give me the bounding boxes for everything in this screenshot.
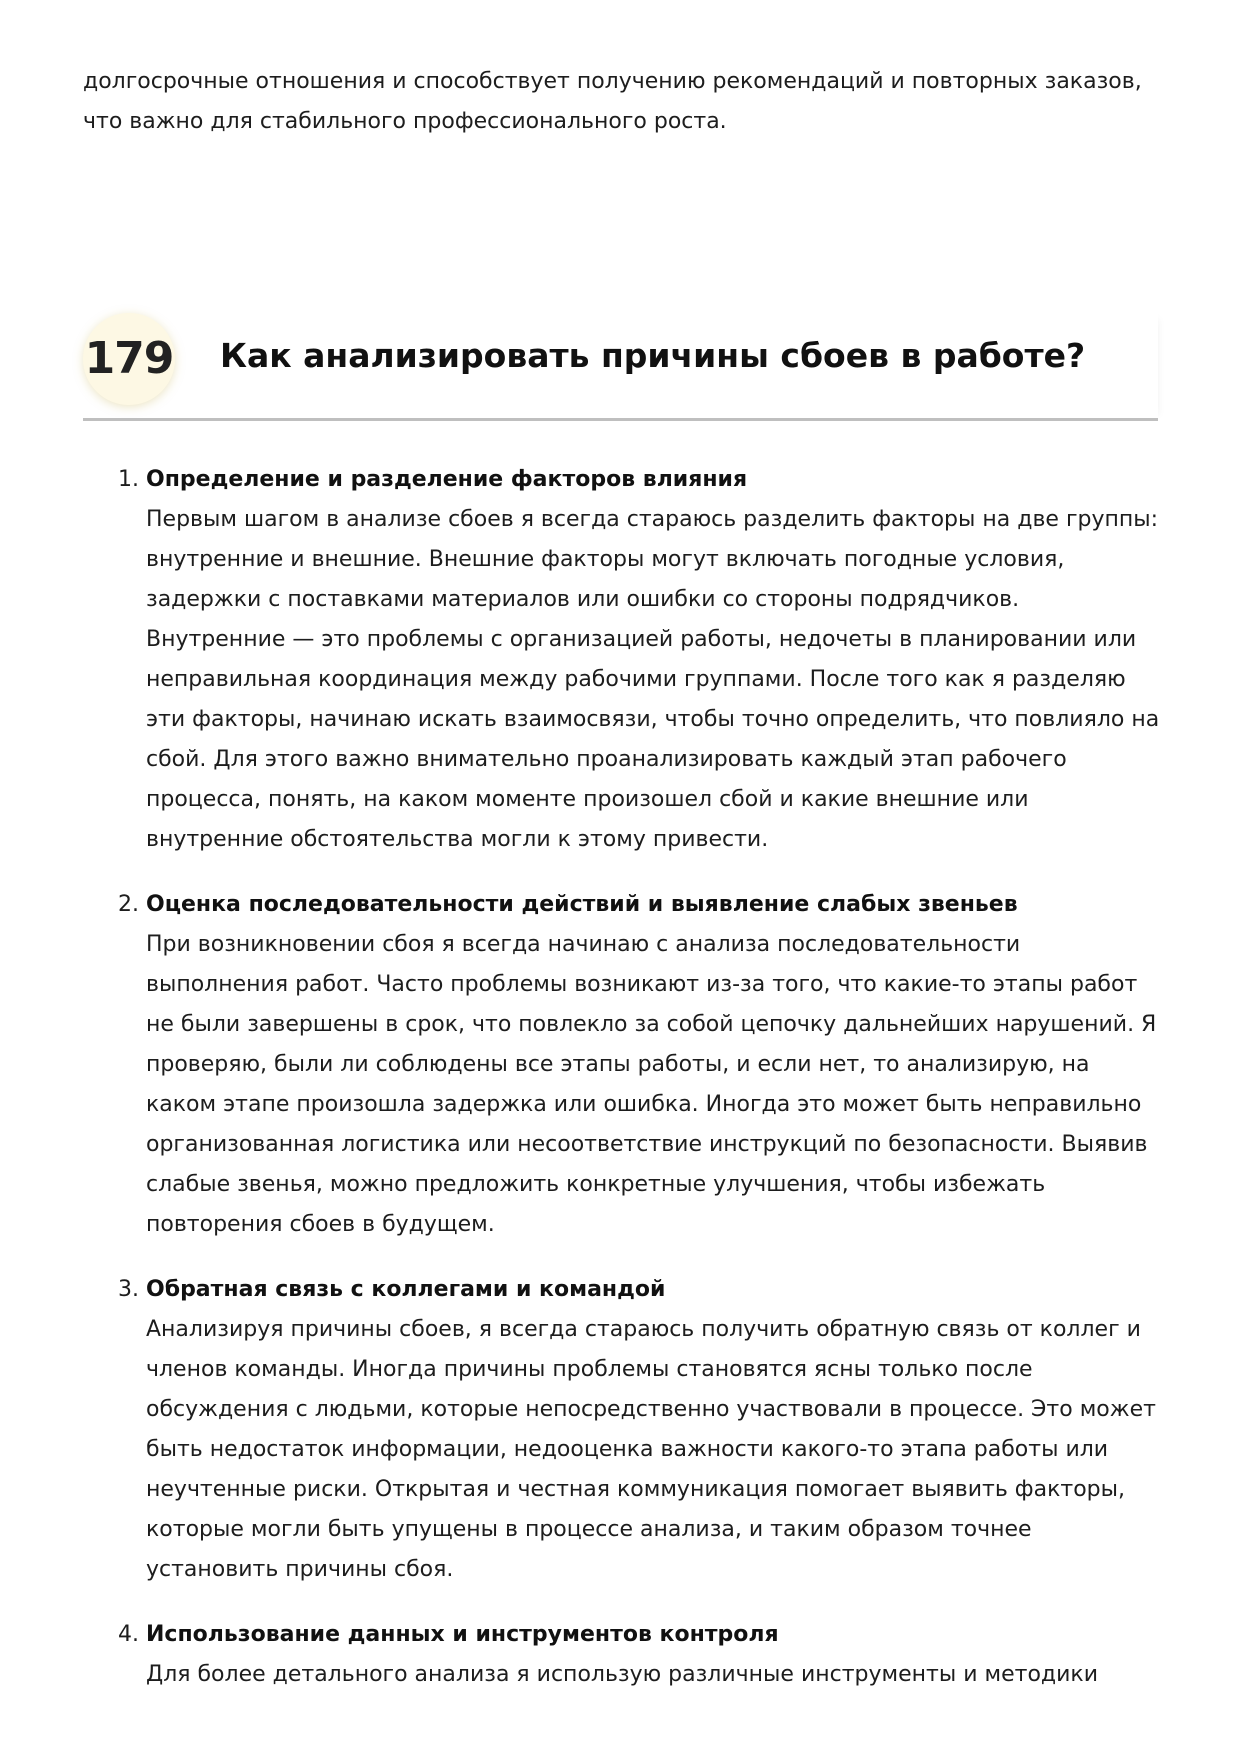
- question-title: Как анализировать причины сбоев в работе?: [220, 336, 1086, 375]
- question-header: [83, 313, 1158, 421]
- question-number-badge: 179: [83, 313, 175, 405]
- answer-number: 3.: [118, 1277, 139, 1302]
- intro-paragraph: долгосрочные отношения и способствует получению рекомендаций и повторных заказов, что важно для стабильного профессионального роста.: [83, 69, 1142, 134]
- answer-body: При возникновении сбоя я всегда начинаю с анализа последовательности выполнения работ. Часто проблемы возникают из-за того, что какие-то этапы работ не были завершены в срок, что повлекло за собой цепочку дальнейших нарушений. Я проверяю, были ли соблюдены все этапы работы, и если нет, то анализирую, на каком этапе произошла задержка или ошибка. Иногда это может быть неправильно организованная логистика или несоответствие инструкций по безопасности. Выявив слабые звенья, можно предложить конкретные улучшения, чтобы избежать повторения сбоев в будущем.: [146, 932, 1157, 1237]
- answer-heading: Определение и разделение факторов влияния: [146, 467, 748, 492]
- answer-list: [118, 460, 1163, 1720]
- answer-body: Анализируя причины сбоев, я всегда стараюсь получить обратную связь от коллег и членов команды. Иногда причины проблемы становятся ясны только после обсуждения с людьми, которые непосредственно участвовали в процессе. Это может быть недостаток информации, недооценка важности какого-то этапа работы или неучтенные риски. Открытая и честная коммуникация помогает выявить факторы, которые могли быть упущены в процессе анализа, и таким образом точнее установить причины сбоя.: [146, 1317, 1156, 1582]
- answer-number: 4.: [118, 1622, 139, 1647]
- answer-body: Для более детального анализа я использую различные инструменты и методики: [146, 1662, 1099, 1687]
- answer-item: [118, 1270, 1163, 1590]
- answer-body: Первым шагом в анализе сбоев я всегда стараюсь разделить факторы на две группы: внутренние и внешние. Внешние факторы могут включать погодные условия, задержки с поставками материалов или ошибки со стороны подрядчиков. Внутренние — это проблемы с организацией работы, недочеты в планировании или неправильная координация между рабочими группами. После того как я разделяю эти факторы, начинаю искать взаимосвязи, чтобы точно определить, что повлияло на сбой. Для этого важно внимательно проанализировать каждый этап рабочего процесса, понять, на каком моменте произошел сбой и какие внешние или внутренние обстоятельства могли к этому привести.: [146, 507, 1160, 852]
- answer-number: 2.: [118, 892, 139, 917]
- answer-number: 1.: [118, 467, 139, 492]
- intro-text: [83, 62, 1163, 142]
- answer-heading: Обратная связь с коллегами и командой: [146, 1277, 666, 1302]
- answer-heading: Оценка последовательности действий и выявление слабых звеньев: [146, 892, 1018, 917]
- answer-item: [118, 1615, 1163, 1695]
- answer-item: [118, 460, 1163, 860]
- answer-item: [118, 885, 1163, 1245]
- answer-heading: Использование данных и инструментов контроля: [146, 1622, 779, 1647]
